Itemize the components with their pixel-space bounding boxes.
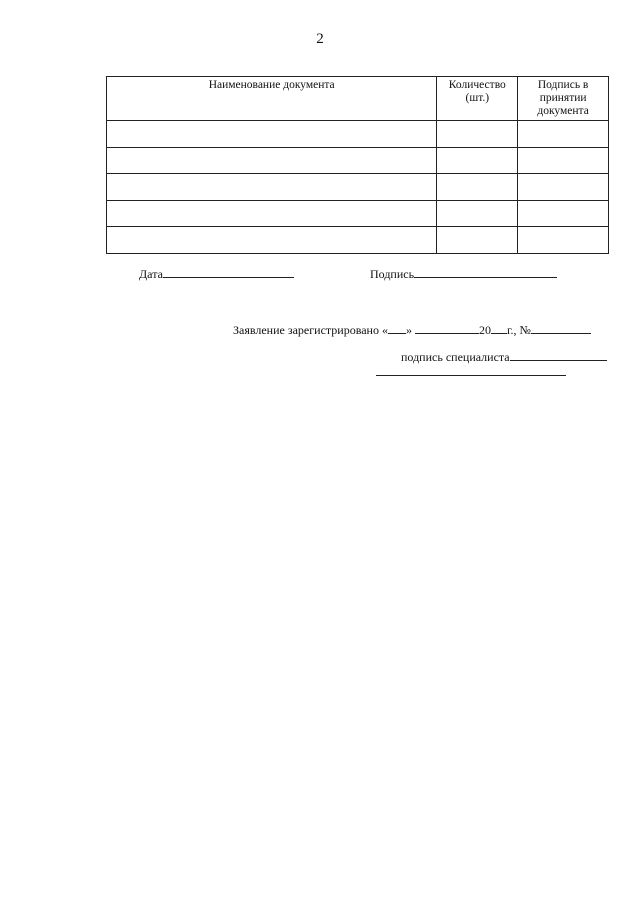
documents-table — [106, 76, 609, 254]
registration-number-blank[interactable] — [531, 322, 591, 334]
date-label: Дата — [139, 267, 163, 281]
header-document-name: Наименование документа — [107, 77, 437, 121]
cell-document-name[interactable] — [107, 148, 437, 174]
registration-prefix: Заявление зарегистрировано « — [233, 323, 388, 337]
table-header-row — [107, 77, 609, 121]
cell-document-name[interactable] — [107, 227, 437, 254]
registration-line — [233, 322, 591, 338]
signature-line — [370, 266, 557, 282]
specialist-signature-line — [401, 349, 607, 365]
cell-signature[interactable] — [518, 121, 609, 148]
page-number: 2 — [316, 31, 324, 47]
registration-day-blank[interactable] — [388, 322, 406, 334]
registration-year-blank[interactable] — [491, 322, 507, 334]
cell-signature[interactable] — [518, 174, 609, 201]
cell-quantity[interactable] — [437, 121, 518, 148]
cell-signature[interactable] — [518, 148, 609, 174]
cell-quantity[interactable] — [437, 227, 518, 254]
date-line — [139, 266, 294, 282]
signature-blank[interactable] — [414, 266, 557, 278]
cell-signature[interactable] — [518, 227, 609, 254]
table-row — [107, 121, 609, 148]
registration-quote-close: » — [405, 323, 412, 337]
table-row — [107, 227, 609, 254]
cell-document-name[interactable] — [107, 174, 437, 201]
specialist-label: подпись специалиста — [401, 350, 510, 364]
cell-document-name[interactable] — [107, 201, 437, 227]
table-row — [107, 174, 609, 201]
registration-month-blank[interactable] — [415, 322, 479, 334]
header-signature: Подпись в принятии документа — [518, 77, 609, 121]
signature-label: Подпись — [370, 267, 415, 281]
cell-quantity[interactable] — [437, 174, 518, 201]
cell-quantity[interactable] — [437, 148, 518, 174]
table-row — [107, 201, 609, 227]
registration-year-prefix: 20 — [478, 323, 491, 337]
specialist-signature-blank[interactable] — [510, 349, 607, 361]
date-blank[interactable] — [163, 266, 294, 278]
cell-quantity[interactable] — [437, 201, 518, 227]
specialist-name-blank[interactable] — [376, 375, 566, 376]
cell-signature[interactable] — [518, 201, 609, 227]
cell-document-name[interactable] — [107, 121, 437, 148]
header-quantity: Количество (шт.) — [437, 77, 518, 121]
table-row — [107, 148, 609, 174]
registration-year-suffix: г., № — [506, 323, 532, 337]
